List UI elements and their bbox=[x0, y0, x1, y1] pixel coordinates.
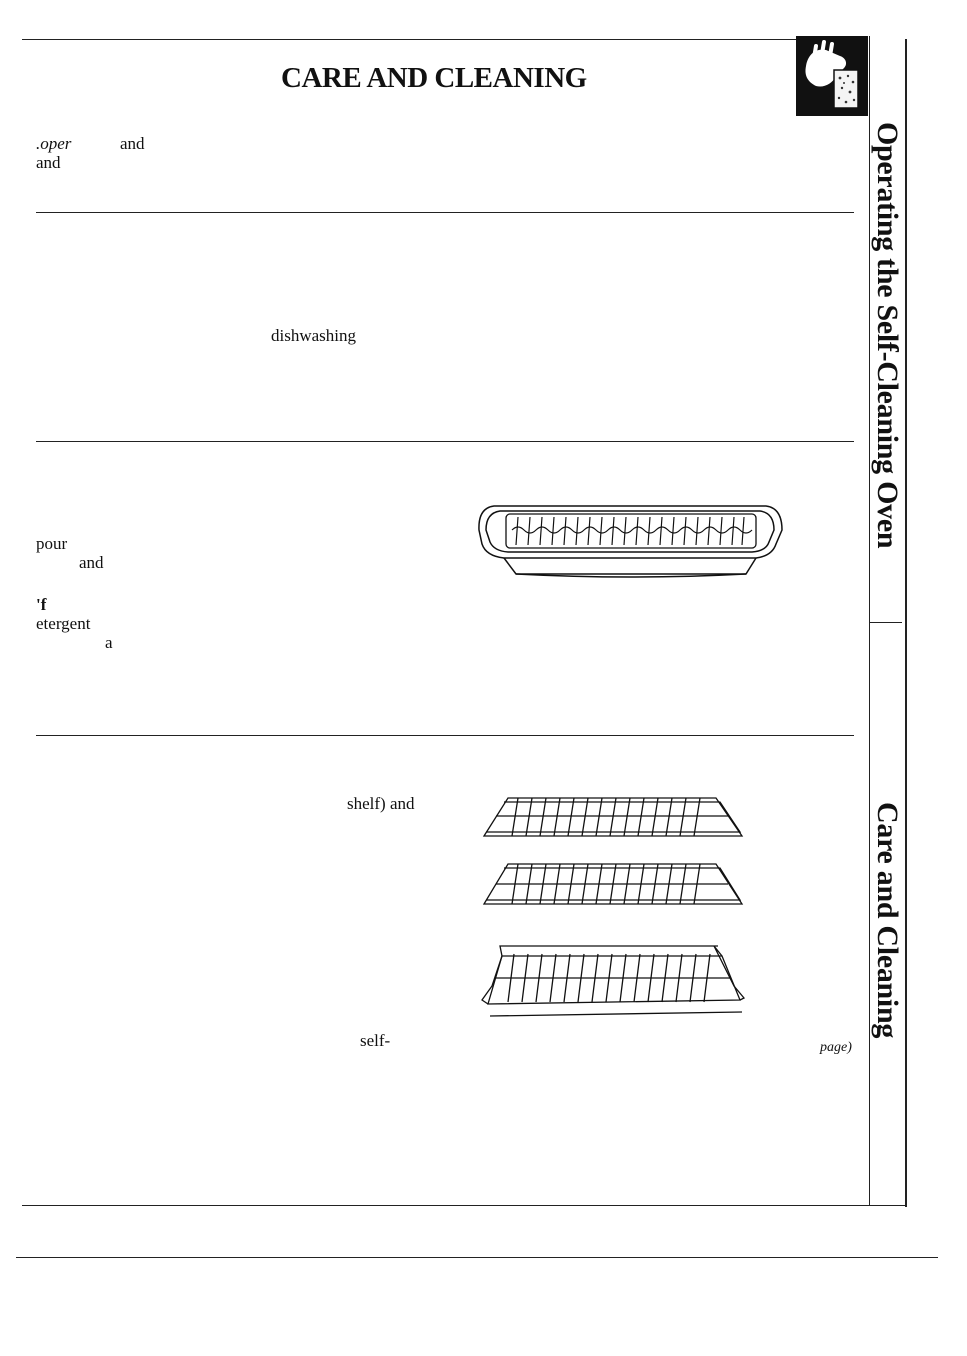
fragment-pour: pour bbox=[36, 534, 68, 553]
bottom-rule bbox=[22, 1205, 906, 1206]
tab-care-and-cleaning: Care and Cleaning bbox=[871, 802, 904, 1039]
tab-operating-self-cleaning-oven: Operating the Self-Cleaning Oven bbox=[871, 122, 904, 549]
fragment-self: self- bbox=[360, 1031, 391, 1050]
section-rule-2 bbox=[36, 441, 854, 442]
fragment-and-1: and bbox=[120, 134, 145, 153]
top-rule bbox=[22, 39, 864, 40]
fragment-if: 'f bbox=[36, 595, 47, 614]
fragment-dishwashing: dishwashing bbox=[271, 326, 356, 345]
fragment-detergent: etergent bbox=[36, 614, 91, 633]
section-rule-3 bbox=[36, 735, 854, 736]
oven-shelves-illustration bbox=[478, 790, 750, 1020]
page-title: CARE AND CLEANING bbox=[281, 62, 587, 94]
fragment-shelf-and: shelf) and bbox=[347, 794, 415, 813]
hand-sponge-icon bbox=[796, 36, 868, 116]
right-border bbox=[905, 39, 907, 1207]
footer-rule bbox=[16, 1257, 938, 1258]
fragment-and-2: and bbox=[36, 153, 61, 172]
section-rule-1 bbox=[36, 212, 854, 213]
broiler-pan-illustration bbox=[476, 500, 786, 582]
fragment-a: a bbox=[105, 633, 113, 652]
fragment-page: page) bbox=[820, 1040, 852, 1055]
tab-divider bbox=[869, 622, 902, 623]
fragment-oper: .oper bbox=[36, 134, 72, 153]
fragment-and-3: and bbox=[79, 553, 104, 572]
